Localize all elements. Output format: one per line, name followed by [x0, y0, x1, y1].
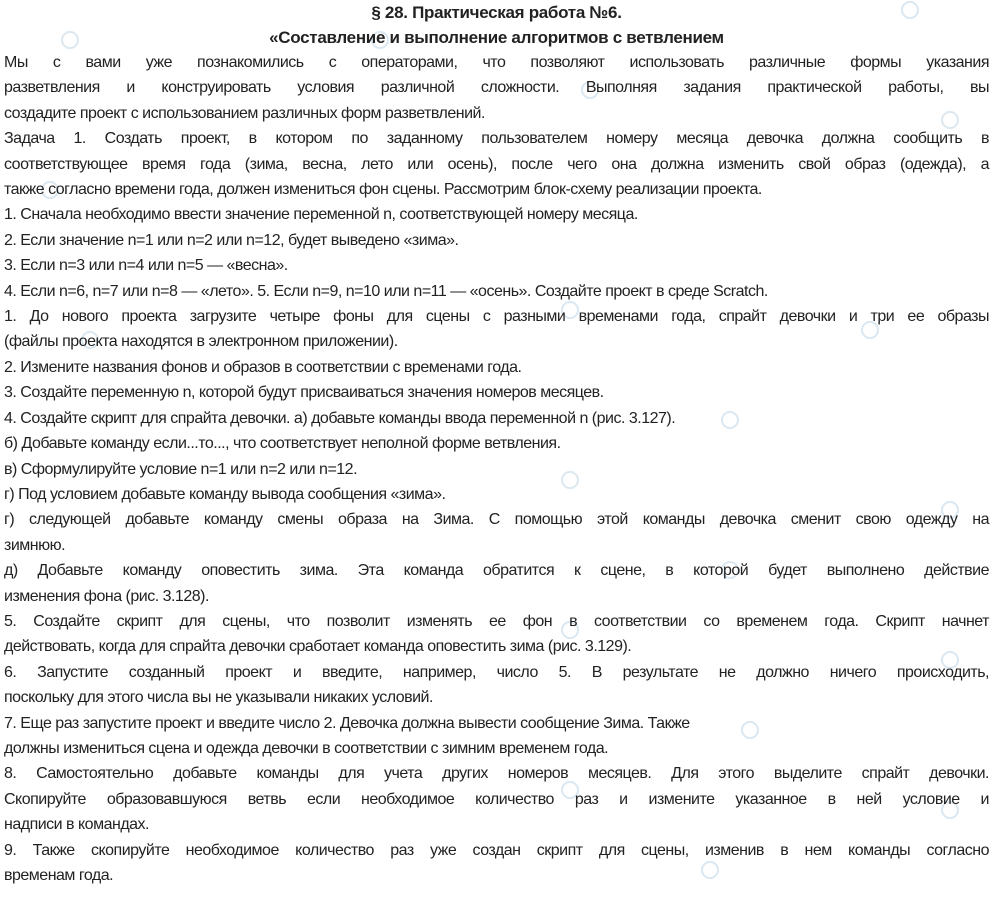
- paragraph: [4, 228, 989, 253]
- text-line: надписи в командах.: [4, 816, 149, 834]
- text-line: 6. Запустите созданный проект и введите, например, число 5. В результате не должно ничего происходить,: [4, 663, 989, 681]
- document-body: [4, 50, 989, 888]
- text-line: Мы с вами уже познакомились с операторами, что позволяют использовать различные формы указания: [4, 54, 989, 71]
- text-line: временам года.: [4, 867, 114, 884]
- text-line: разветвления и конструировать условия различной сложности. Выполняя задания практической работы, вы: [4, 79, 989, 97]
- text-line: соответствующее время года (зима, весна, лето или осень), после чего она должна изменить свой образ (одежда), а: [4, 155, 989, 173]
- paragraph: [4, 660, 989, 711]
- page-subtitle: «Составление и выполнение алгоритмов с ветвлением: [269, 28, 724, 47]
- text-line: г) Под условием добавьте команду вывода сообщения «зима».: [4, 485, 446, 503]
- text-line: г) следующей добавьте команду смены образа на Зима. С помощью этой команды девочка сменит свою одежду на: [4, 511, 989, 529]
- document: [4, 0, 989, 888]
- paragraph: [4, 507, 989, 558]
- paragraph: [4, 838, 989, 889]
- text-line: действовать, когда для спрайта девочки сработает команда оповестить зима (рис. 3.129).: [4, 638, 632, 656]
- paragraph: [4, 50, 989, 126]
- text-line: 9. Также скопируйте необходимое количество раз уже создан скрипт для сцены, изменив в нем команды согласно: [4, 841, 989, 859]
- text-line: 3. Если n=3 или n=4 или n=5 — «весна».: [4, 257, 288, 275]
- paragraph: [4, 711, 989, 762]
- paragraph: [4, 609, 989, 660]
- text-line: 7. Еще раз запустите проект и введите число 2. Девочка должна вывести сообщение Зима. Также: [4, 714, 690, 732]
- text-line: Скопируйте образовавшуюся ветвь если необходимое количество раз и измените указанное в ней условие и: [4, 790, 989, 808]
- text-line: должны измениться сцена и одежда девочки в соответствии с зимним временем года.: [4, 739, 609, 757]
- text-line: б) Добавьте команду если...то..., что соответствует неполной форме ветвления.: [4, 435, 561, 453]
- text-line: д) Добавьте команду оповестить зима. Эта команда обратится к сцене, в которой будет выполнено действие: [4, 562, 989, 580]
- paragraph: [4, 406, 989, 431]
- paragraph: [4, 457, 989, 482]
- text-line: 1. Сначала необходимо ввести значение переменной n, соответствующей номеру месяца.: [4, 206, 638, 224]
- text-line: (файлы проекта находятся в электронном приложении).: [4, 333, 398, 351]
- text-line: 4. Если n=6, n=7 или n=8 — «лето». 5. Если n=9, n=10 или n=11 — «осень». Создайте проект в среде Scratch.: [4, 282, 768, 300]
- text-line: поскольку для этого числа вы не указывали никаких условий.: [4, 689, 433, 707]
- text-line: зимнюю.: [4, 536, 66, 554]
- text-line: создадите проект с использованием различных форм разветвлений.: [4, 104, 485, 122]
- paragraph: [4, 431, 989, 456]
- text-line: в) Сформулируйте условие n=1 или n=2 или n=12.: [4, 460, 358, 478]
- text-line: 4. Создайте скрипт для спрайта девочки. а) добавьте команды ввода переменной n (рис. 3.127).: [4, 409, 676, 427]
- paragraph: [4, 304, 989, 355]
- paragraph: [4, 761, 989, 837]
- page-title: § 28. Практическая работа №6.: [371, 3, 622, 22]
- paragraph: [4, 253, 989, 278]
- text-line: Задача 1. Создать проект, в котором по заданному пользователем номеру месяца девочка должна сообщить в: [4, 130, 989, 148]
- text-line: 5. Создайте скрипт для сцены, что позволит изменять ее фон в соответствии со временем года. Скрипт начнет: [4, 612, 989, 630]
- text-line: изменения фона (рис. 3.128).: [4, 587, 209, 605]
- paragraph: [4, 482, 989, 507]
- text-line: 2. Если значение n=1 или n=2 или n=12, будет выведено «зима».: [4, 231, 459, 249]
- text-line: 3. Создайте переменную n, которой будут присваиваться значения номеров месяцев.: [4, 384, 604, 402]
- paragraph: [4, 380, 989, 405]
- text-line: 2. Измените названия фонов и образов в соответствии с временами года.: [4, 358, 522, 376]
- text-line: также согласно времени года, должен измениться фон сцены. Рассмотрим блок-схему реализации проекта.: [4, 181, 762, 199]
- text-line: 8. Самостоятельно добавьте команды для учета других номеров месяцев. Для этого выделите спрайт девочки.: [4, 765, 989, 783]
- paragraph: [4, 202, 989, 227]
- paragraph: [4, 355, 989, 380]
- paragraph: [4, 558, 989, 609]
- paragraph: [4, 126, 989, 202]
- text-line: 1. До нового проекта загрузите четыре фоны для сцены с разными временами года, спрайт девочки и три ее образы: [4, 308, 989, 326]
- paragraph: [4, 279, 989, 304]
